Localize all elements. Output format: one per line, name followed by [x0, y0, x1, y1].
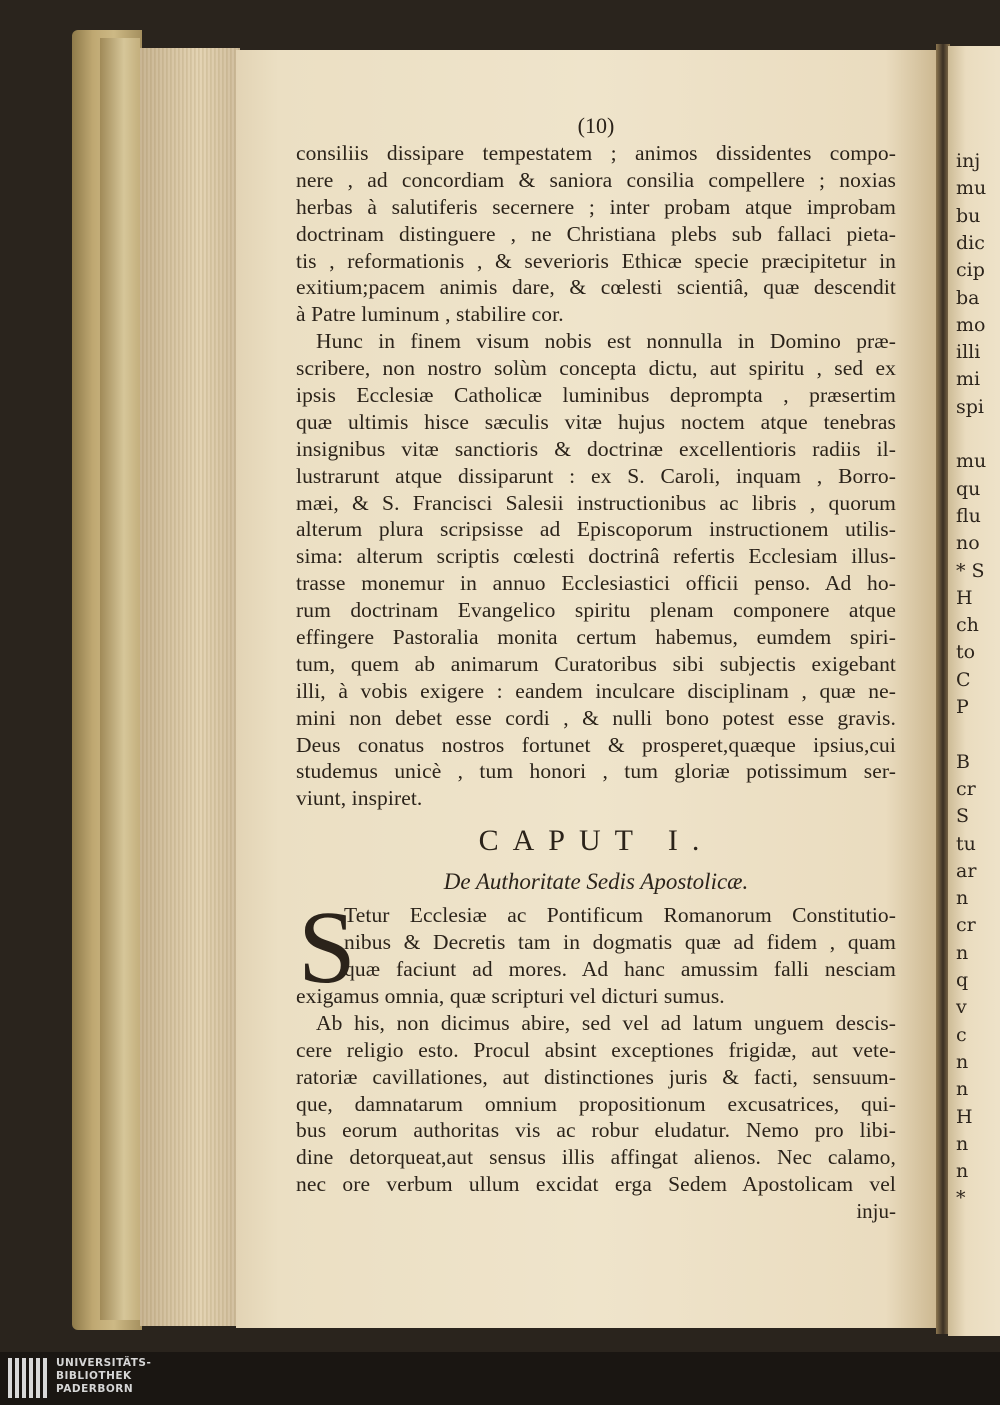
- facing-page: [948, 46, 1000, 1336]
- text-line: alterum plura scripsisse ad Episcoporum instructionem utilis-: [296, 517, 896, 542]
- facing-text-fragment: tu: [956, 832, 976, 855]
- facing-text-fragment: c: [956, 1023, 967, 1046]
- text-line: sima: alterum scriptis cœlesti doctrinâ refertis Ecclesiam illus-: [296, 544, 896, 569]
- text-line: Tetur Ecclesiæ ac Pontificum Romanorum Constitutio-: [344, 903, 896, 928]
- facing-text-fragment: n: [956, 1160, 969, 1183]
- facing-text-fragment: bu: [956, 204, 981, 227]
- text-line: illi, à vobis exigere : eandem inculcare disciplinam , quæ ne-: [296, 678, 896, 703]
- text-line: viunt, inspiret.: [296, 786, 423, 811]
- facing-text-fragment: *: [956, 1187, 966, 1210]
- facing-text-fragment: dic: [956, 231, 985, 254]
- text-line: exigamus omnia, quæ scripturi vel dicturi sumus.: [296, 983, 725, 1008]
- text-line: herbas à salutiferis secernere ; inter probam atque improbam: [296, 194, 896, 219]
- facing-text-fragment: to: [956, 641, 976, 664]
- facing-text-fragment: ba: [956, 286, 980, 309]
- text-line: studemus unicè , tum honori , tum gloriæ potissimum ser-: [296, 759, 896, 784]
- chapter-subtitle: De Authoritate Sedis Apostolicæ.: [443, 869, 749, 895]
- text-line: tis , reformationis , & severioris Ethicæ specie præcipitetur in: [296, 248, 896, 273]
- text-line: insignibus vitæ sanctioris & doctrinæ excellentioris radiis il-: [296, 436, 896, 461]
- text-line: mæi, & S. Francisci Salesii instructionibus ac libris , quorum: [296, 490, 896, 515]
- facing-text-fragment: * S: [956, 559, 985, 582]
- page-number: (10): [577, 113, 615, 138]
- library-logo-icon: [8, 1358, 52, 1398]
- text-line: ratoriæ cavillationes, aut distinctiones juris & facti, sensuum-: [296, 1064, 896, 1089]
- text-line: lustrarunt atque dissiparunt : ex S. Caroli, inquam , Borro-: [296, 463, 896, 488]
- text-line: rum doctrinam Evangelico spiritu plenam componere atque: [296, 598, 896, 623]
- text-line: cere religio esto. Procul absint exceptiones frigidæ, aut vete-: [296, 1037, 896, 1062]
- facing-text-fragment: mu: [956, 450, 987, 473]
- facing-text-fragment: mo: [956, 313, 986, 336]
- paragraph-preface: [296, 140, 896, 812]
- facing-text-fragment: spi: [956, 395, 984, 418]
- text-line: nec ore verbum ullum excidat erga Sedem Apostolicam vel: [296, 1172, 896, 1197]
- facing-text-fragment: mi: [956, 368, 981, 391]
- text-line: scribere, non nostro solùm concepta dictu, aut spiritu , sed ex: [296, 356, 896, 381]
- facing-text-fragment: cr: [956, 777, 976, 800]
- facing-text-fragment: qu: [956, 477, 981, 500]
- facing-text-fragment: S: [956, 805, 970, 828]
- text-line: Hunc in finem visum nobis est nonnulla in Domino præ-: [316, 329, 896, 354]
- facing-text-fragment: no: [956, 532, 980, 555]
- text-line: quæ faciunt ad mores. Ad hanc amussim falli nesciam: [344, 957, 896, 982]
- facing-text-fragment: n: [956, 1050, 969, 1073]
- paragraph-chapter: [296, 983, 896, 1198]
- text-line: tum, quem ab animarum Curatoribus sibi subjectis exigebant: [296, 651, 896, 676]
- text-line: quæ ultimis hisce sæculis vitæ hujus noctem atque tenebras: [296, 409, 896, 434]
- drop-capital: S: [298, 890, 356, 1006]
- catchword: inju-: [856, 1199, 896, 1224]
- facing-text-fragment: cr: [956, 914, 976, 937]
- book-spine: [100, 38, 140, 1320]
- facing-text-fragment: inj: [956, 150, 981, 172]
- facing-text-fragment: B: [956, 750, 970, 773]
- text-line: nere , ad concordiam & saniora consilia compellere ; noxias: [296, 167, 896, 192]
- text-line: consiliis dissipare tempestatem ; animos dissidentes compo-: [296, 141, 896, 165]
- text-line: ipsis Ecclesiæ Catholicæ luminibus deprompta , præsertim: [296, 383, 896, 408]
- facing-text-fragment: n: [956, 941, 969, 964]
- facing-text-fragment: n: [956, 1132, 969, 1155]
- text-line: nibus & Decretis tam in dogmatis quæ ad fidem , quam: [344, 930, 896, 955]
- page-text: [296, 112, 896, 1225]
- facing-text-fragment: P: [956, 696, 969, 718]
- text-line: Deus conatus nostros fortunet & prosperet,quæque ipsius,cui: [296, 732, 896, 757]
- facing-text-fragment: mu: [956, 177, 987, 200]
- facing-text-fragment: n: [956, 1078, 969, 1101]
- facing-text-fragment: ch: [956, 614, 979, 637]
- text-line: que, damnatarum omnium propositionum excusatrices, qui-: [296, 1091, 896, 1116]
- text-line: doctrinam distinguere , ne Christiana plebs sub fallaci pieta-: [296, 221, 896, 246]
- library-name: UNIVERSITÄTS- BIBLIOTHEK PADERBORN: [56, 1357, 152, 1395]
- facing-text-fragment: n: [956, 887, 969, 910]
- facing-text-fragment: cip: [956, 259, 985, 282]
- facing-text-fragment: H: [956, 1105, 973, 1128]
- facing-text-fragment: ar: [956, 859, 977, 882]
- text-line: Ab his, non dicimus abire, sed vel ad latum unguem descis-: [316, 1010, 896, 1035]
- facing-text-fragment: illi: [956, 341, 981, 364]
- text-line: exitium;pacem animis dare, & cœlesti scientiâ, quæ descendit: [296, 275, 896, 300]
- facing-text-fragment: H: [956, 586, 973, 609]
- chapter-heading: CAPUT I.: [478, 824, 714, 858]
- text-line: bus eorum authoritas vis ac robur eludatur. Nemo pro libi-: [296, 1118, 896, 1143]
- text-line: effingere Pastoralia monita certum habemus, eumdem spiri-: [296, 625, 896, 650]
- facing-text-fragment: v: [956, 996, 967, 1019]
- facing-text-fragment: flu: [956, 504, 981, 527]
- facing-text-fragment: C: [956, 668, 971, 691]
- text-line: à Patre luminum , stabilire cor.: [296, 302, 564, 327]
- facing-text-fragment: q: [956, 969, 969, 991]
- text-line: mini non debet esse cordi , & nulli bono potest esse gravis.: [296, 705, 896, 730]
- text-line: trasse monemur in annuo Ecclesiastici officii penso. Ad ho-: [296, 571, 896, 596]
- library-banner: [0, 1352, 1000, 1405]
- text-line: dine detorqueat,aut sensus illis affingat alienos. Nec calamo,: [296, 1145, 896, 1170]
